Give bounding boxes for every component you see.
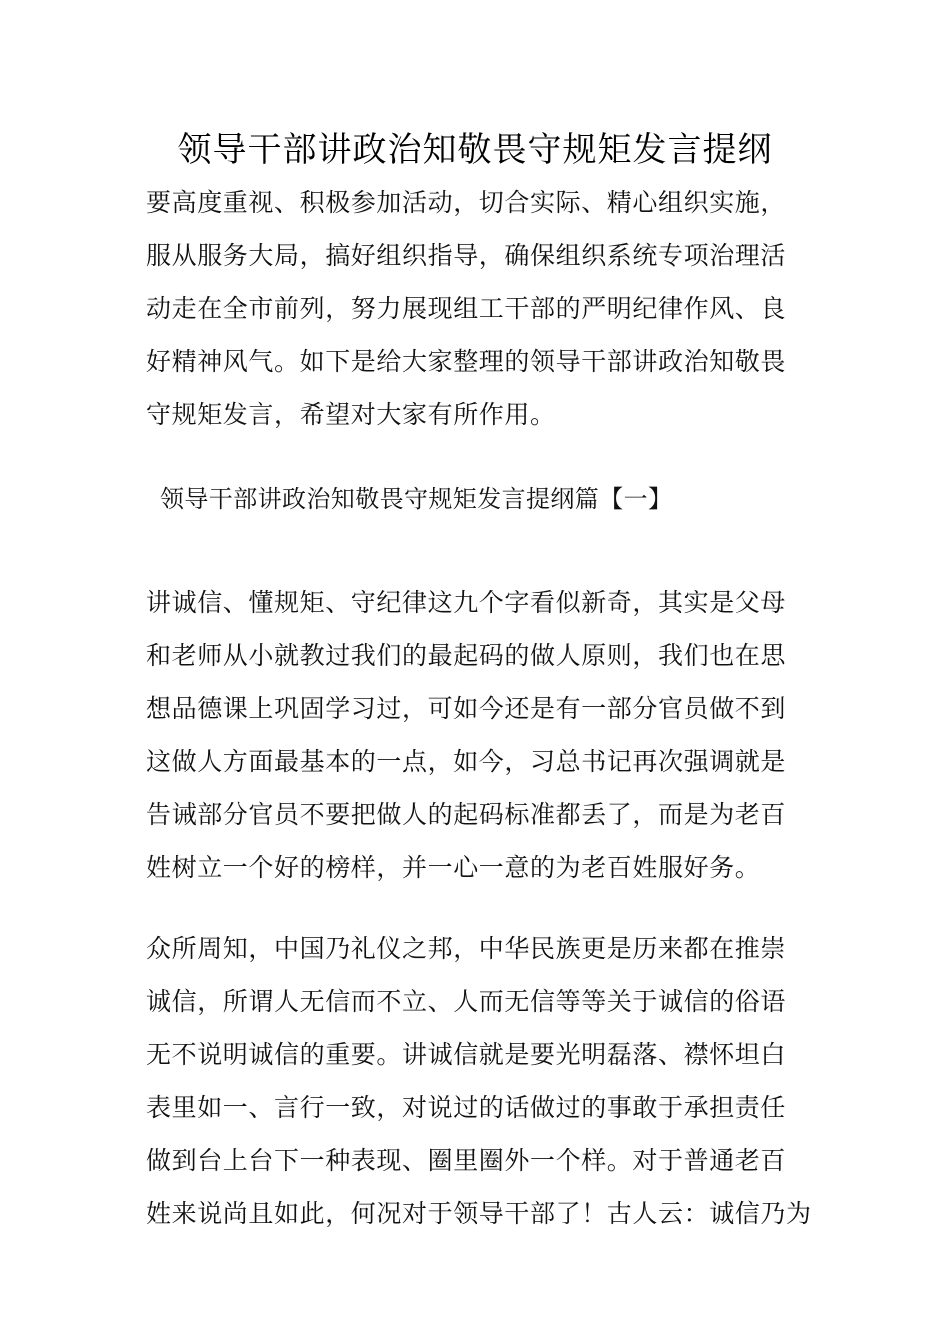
paragraph-line: 这做人方面最基本的一点，如今，习总书记再次强调就是 bbox=[146, 747, 787, 776]
paragraph-line: 姓树立一个好的榜样，并一心一意的为老百姓服好务。 bbox=[146, 853, 761, 882]
intro-line: 要高度重视、积极参加活动，切合实际、精心组织实施， bbox=[146, 188, 787, 217]
intro-line: 服从服务大局，搞好组织指导，确保组织系统专项治理活 bbox=[146, 241, 787, 270]
paragraph-line: 表里如一、言行一致，对说过的话做过的事敢于承担责任 bbox=[146, 1093, 787, 1122]
intro-line: 好精神风气。如下是给大家整理的领导干部讲政治知敬畏 bbox=[146, 347, 787, 376]
paragraph-line: 姓来说尚且如此，何况对于领导干部了！古人云：诚信乃为 bbox=[146, 1199, 812, 1228]
intro-paragraph bbox=[146, 176, 811, 441]
document-title: 领导干部讲政治知敬畏守规矩发言提纲 bbox=[177, 130, 773, 170]
paragraph-line: 众所周知，中国乃礼仪之邦，中华民族更是历来都在推崇 bbox=[146, 934, 787, 963]
intro-line: 守规矩发言，希望对大家有所作用。 bbox=[146, 400, 556, 429]
body-paragraph-1 bbox=[146, 576, 811, 894]
paragraph-line: 想品德课上巩固学习过，可如今还是有一部分官员做不到 bbox=[146, 694, 787, 723]
paragraph-line: 诚信，所谓人无信而不立、人而无信等等关于诚信的俗语 bbox=[146, 987, 787, 1016]
body-paragraph-2 bbox=[146, 922, 811, 1240]
paragraph-line: 讲诚信、懂规矩、守纪律这九个字看似新奇，其实是父母 bbox=[146, 588, 787, 617]
section-heading: 领导干部讲政治知敬畏守规矩发言提纲篇【一】 bbox=[160, 485, 673, 513]
intro-line: 动走在全市前列，努力展现组工干部的严明纪律作风、良 bbox=[146, 294, 787, 323]
paragraph-line: 做到台上台下一种表现、圈里圈外一个样。对于普通老百 bbox=[146, 1146, 787, 1175]
paragraph-line: 告诫部分官员不要把做人的起码标准都丢了，而是为老百 bbox=[146, 800, 787, 829]
paragraph-line: 无不说明诚信的重要。讲诚信就是要光明磊落、襟怀坦白 bbox=[146, 1040, 787, 1069]
paragraph-line: 和老师从小就教过我们的最起码的做人原则，我们也在思 bbox=[146, 641, 787, 670]
